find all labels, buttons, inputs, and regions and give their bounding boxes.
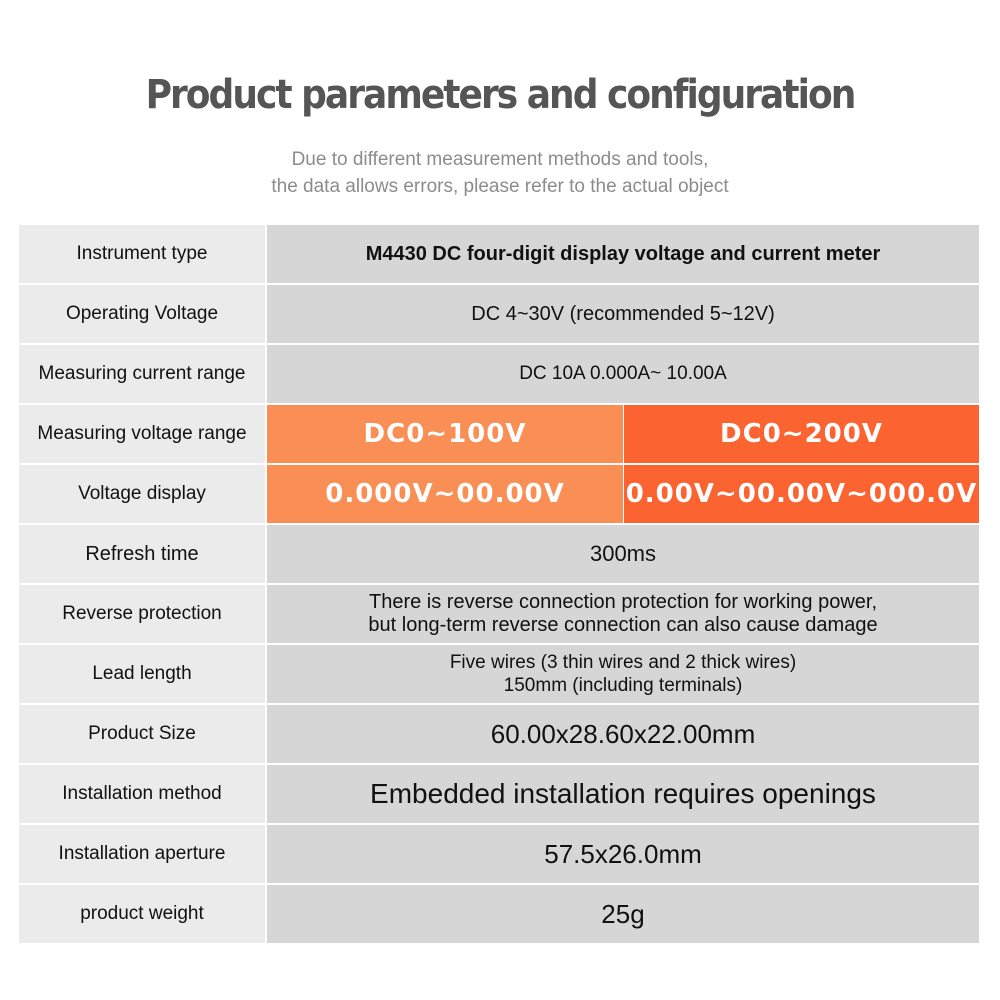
row-label: Instrument type xyxy=(19,225,265,283)
row-value: 60.00x28.60x22.00mm xyxy=(267,705,979,763)
row-label: Lead length xyxy=(19,645,265,703)
parameters-table xyxy=(19,225,979,945)
row-label: Measuring voltage range xyxy=(19,405,265,463)
row-voltage-range xyxy=(19,405,979,463)
row-label: Installation aperture xyxy=(19,825,265,883)
row-reverse-protection xyxy=(19,585,979,643)
row-value xyxy=(267,645,979,703)
row-value: 300ms xyxy=(267,525,979,583)
value-line-2: 150mm (including terminals) xyxy=(503,675,743,696)
row-label: Measuring current range xyxy=(19,345,265,403)
disclaimer-line-1: Due to different measurement methods and tools, xyxy=(291,149,709,170)
row-value: 57.5x26.0mm xyxy=(267,825,979,883)
disclaimer-subtitle xyxy=(0,146,1000,200)
row-current-range xyxy=(19,345,979,403)
row-label: Product Size xyxy=(19,705,265,763)
row-product-size xyxy=(19,705,979,763)
row-installation-method xyxy=(19,765,979,823)
row-label: product weight xyxy=(19,885,265,943)
voltage-display-100v: 0.000V~00.00V xyxy=(267,465,623,523)
voltage-display-options xyxy=(267,465,979,523)
row-value: DC 4~30V (recommended 5~12V) xyxy=(267,285,979,343)
row-label: Installation method xyxy=(19,765,265,823)
row-value: DC 10A 0.000A~ 10.00A xyxy=(267,345,979,403)
row-value: M4430 DC four-digit display voltage and current meter xyxy=(267,225,979,283)
row-voltage-display xyxy=(19,465,979,523)
row-product-weight xyxy=(19,885,979,943)
row-operating-voltage xyxy=(19,285,979,343)
row-installation-aperture xyxy=(19,825,979,883)
row-value xyxy=(267,585,979,643)
row-value: 25g xyxy=(267,885,979,943)
voltage-range-100v: DC0~100V xyxy=(267,405,623,463)
row-label: Reverse protection xyxy=(19,585,265,643)
voltage-range-200v: DC0~200V xyxy=(624,405,979,463)
voltage-display-200v: 0.00V~00.00V~000.0V xyxy=(624,465,979,523)
voltage-range-options xyxy=(267,405,979,463)
row-refresh-time xyxy=(19,525,979,583)
value-line-1: Five wires (3 thin wires and 2 thick wires) xyxy=(449,652,797,673)
page-title: Product parameters and configuration xyxy=(145,72,855,118)
row-label: Voltage display xyxy=(19,465,265,523)
disclaimer-line-2: the data allows errors, please refer to the actual object xyxy=(271,176,729,197)
row-label: Refresh time xyxy=(19,525,265,583)
row-label: Operating Voltage xyxy=(19,285,265,343)
value-line-2: but long-term reverse connection can also cause damage xyxy=(368,614,878,636)
row-lead-length xyxy=(19,645,979,703)
row-value: Embedded installation requires openings xyxy=(267,765,979,823)
value-line-1: There is reverse connection protection for working power, xyxy=(368,591,878,613)
row-instrument-type xyxy=(19,225,979,283)
